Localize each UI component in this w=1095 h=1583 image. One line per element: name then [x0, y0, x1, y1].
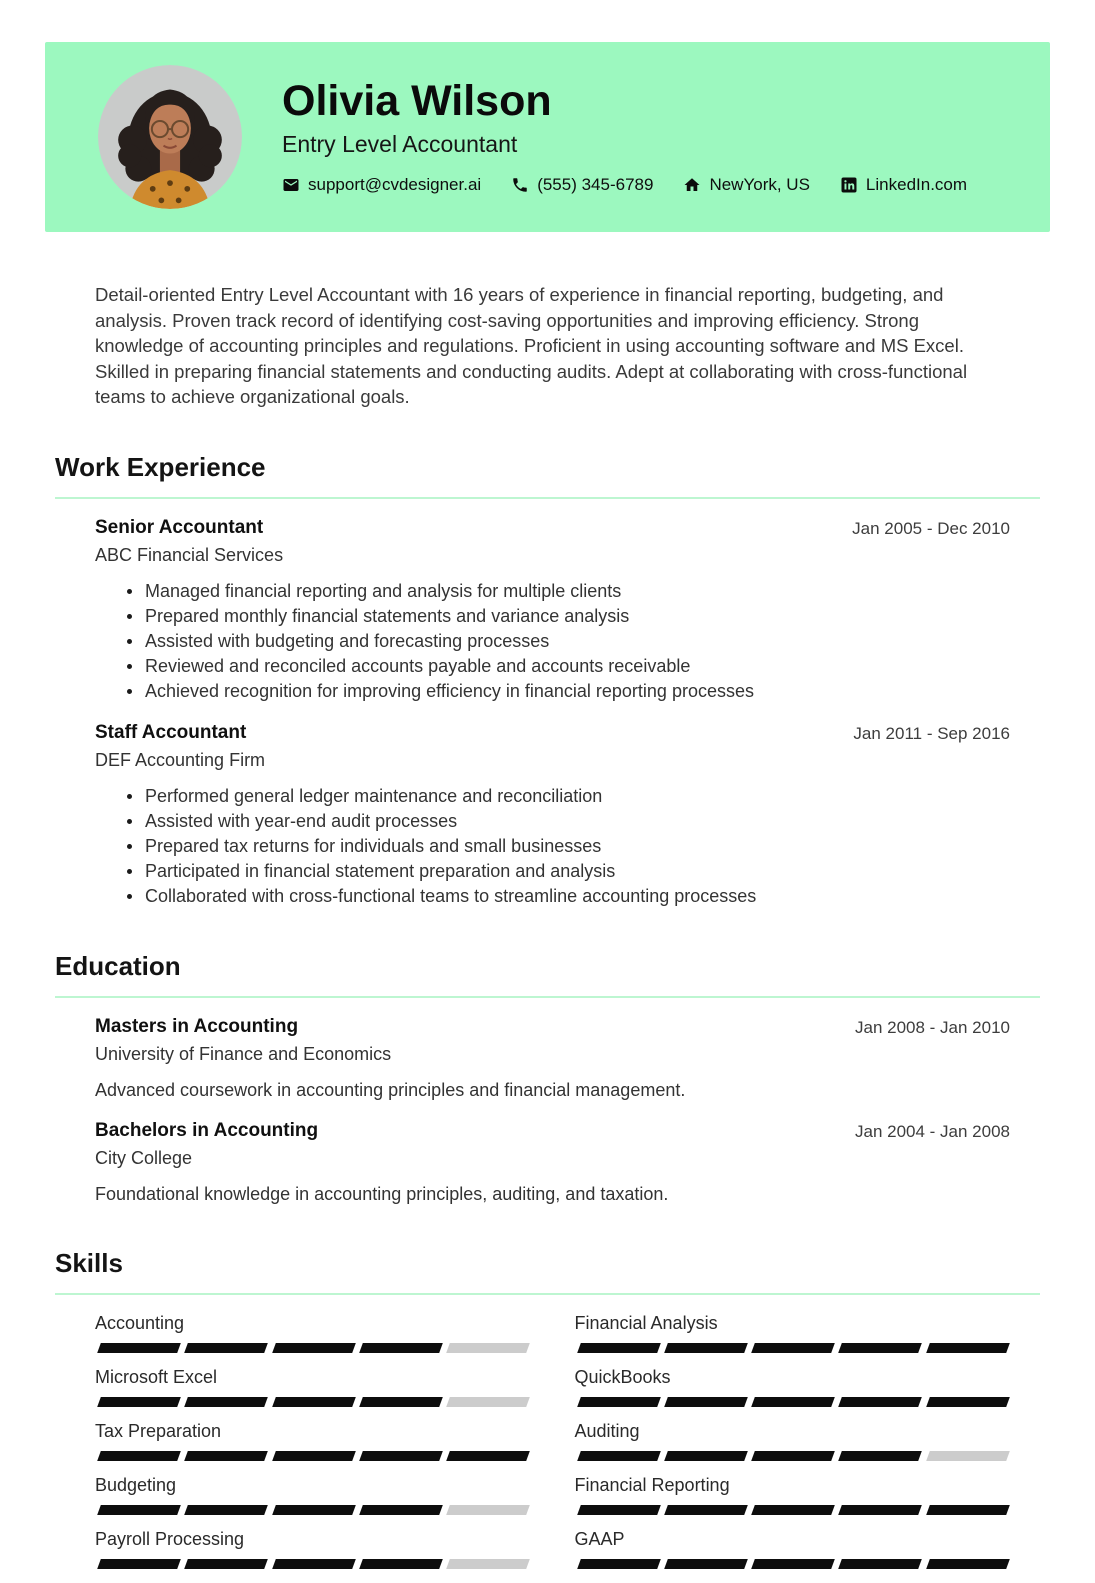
skill-segment-filled — [839, 1343, 923, 1353]
skill-segment-empty — [446, 1505, 530, 1515]
skill-segment-filled — [359, 1559, 443, 1569]
skill-level-bar — [575, 1343, 1013, 1353]
phone-icon — [511, 176, 529, 194]
job-bullet: Reviewed and reconciled accounts payable and accounts receivable — [127, 654, 1040, 679]
job-bullet: Prepared tax returns for individuals and small businesses — [127, 834, 1040, 859]
skill-name: Financial Analysis — [574, 1312, 718, 1333]
education-entry — [55, 1120, 1040, 1206]
email-icon — [282, 176, 300, 194]
education-entry — [55, 1016, 1040, 1102]
skill-name: Microsoft Excel — [95, 1366, 218, 1387]
contact-phone-text: (555) 345-6789 — [537, 175, 654, 195]
job-dates: Jan 2005 - Dec 2010 — [852, 518, 1010, 538]
skill-item — [95, 1421, 533, 1461]
skill-segment-empty — [446, 1343, 530, 1353]
skill-item — [575, 1421, 1013, 1461]
job-company: DEF Accounting Firm — [95, 749, 266, 770]
job-bullet: Assisted with budgeting and forecasting processes — [127, 629, 1040, 654]
skill-level-bar — [95, 1505, 533, 1515]
skill-segment-filled — [664, 1397, 748, 1407]
job-bullet: Collaborated with cross-functional teams to streamline accounting processes — [127, 884, 1040, 909]
skill-level-bar — [575, 1505, 1013, 1515]
summary-paragraph: Detail-oriented Entry Level Accountant with 16 years of experience in financial reporting, budgeting, and analysis. Proven track record of identifying cost-saving opportunities and improving efficiency. Strong knowledge of accounting principles and regulations. Proficient in using accounting software and MS Excel. Skilled in preparing financial statements and conducting audits. Adept at collaborating with cross-functional teams to achieve organizational goals. — [95, 284, 968, 407]
header-text-block — [282, 76, 968, 195]
header-band — [45, 42, 1050, 232]
job-title: Senior Accountant — [95, 516, 264, 538]
skill-segment-filled — [664, 1559, 748, 1569]
skill-name: Accounting — [95, 1312, 185, 1333]
job-entry-head — [55, 517, 1040, 566]
person-job-title: Entry Level Accountant — [282, 131, 518, 158]
job-bullet: Achieved recognition for improving efficiency in financial reporting processes — [127, 679, 1040, 704]
section-heading-skills: Skills — [55, 1248, 1040, 1295]
contact-location-text: NewYork, US — [709, 175, 810, 195]
skill-segment-filled — [926, 1505, 1010, 1515]
skill-item — [95, 1529, 533, 1569]
degree-title: Masters in Accounting — [95, 1015, 299, 1037]
skill-segment-filled — [359, 1397, 443, 1407]
degree-school: University of Finance and Economics — [95, 1043, 392, 1064]
skill-segment-filled — [664, 1343, 748, 1353]
job-entry — [55, 517, 1040, 704]
job-title-block — [95, 517, 283, 566]
skill-level-bar — [575, 1559, 1013, 1569]
contact-email-text: support@cvdesigner.ai — [308, 175, 482, 195]
degree-description: Advanced coursework in accounting principles and financial management. — [95, 1079, 686, 1100]
contact-location — [683, 175, 809, 195]
skill-level-bar — [575, 1451, 1013, 1461]
avatar — [98, 65, 242, 209]
person-name: Olivia Wilson — [282, 76, 552, 125]
degree-dates: Jan 2004 - Jan 2008 — [854, 1121, 1010, 1141]
contact-email — [282, 175, 481, 195]
resume-body — [0, 282, 1095, 1583]
skill-name: Budgeting — [95, 1474, 177, 1495]
skill-segment-filled — [926, 1343, 1010, 1353]
skill-segment-filled — [272, 1397, 356, 1407]
skill-segment-filled — [359, 1451, 443, 1461]
job-title-block — [95, 722, 265, 771]
skill-segment-filled — [751, 1505, 835, 1515]
skill-segment-filled — [446, 1451, 530, 1461]
contact-phone — [511, 175, 653, 195]
skill-segment-filled — [577, 1505, 661, 1515]
degree-school: City College — [95, 1147, 193, 1168]
education-entry-head — [55, 1016, 1040, 1065]
skill-item — [575, 1367, 1013, 1407]
skill-segment-empty — [926, 1451, 1010, 1461]
skill-segment-filled — [839, 1451, 923, 1461]
job-bullet: Assisted with year-end audit processes — [127, 809, 1040, 834]
skill-segment-filled — [97, 1343, 181, 1353]
section-heading-work-experience: Work Experience — [55, 452, 1040, 499]
skill-name: Tax Preparation — [95, 1420, 222, 1441]
job-bullet: Performed general ledger maintenance and reconciliation — [127, 784, 1040, 809]
degree-title: Bachelors in Accounting — [95, 1119, 319, 1141]
skill-item — [95, 1313, 533, 1353]
skill-name: Payroll Processing — [95, 1528, 245, 1549]
skill-segment-filled — [751, 1343, 835, 1353]
skill-segment-filled — [184, 1397, 268, 1407]
skill-segment-filled — [272, 1343, 356, 1353]
job-bullet: Participated in financial statement preparation and analysis — [127, 859, 1040, 884]
skill-name: GAAP — [574, 1528, 625, 1549]
skill-segment-filled — [184, 1559, 268, 1569]
education-entry-head — [55, 1120, 1040, 1169]
skill-segment-filled — [97, 1559, 181, 1569]
job-bullet-list — [55, 784, 1040, 909]
linkedin-icon — [840, 176, 858, 194]
skill-segment-filled — [751, 1559, 835, 1569]
skill-segment-filled — [839, 1559, 923, 1569]
skill-segment-filled — [359, 1343, 443, 1353]
degree-description: Foundational knowledge in accounting principles, auditing, and taxation. — [95, 1183, 669, 1204]
skills-column-right — [575, 1313, 1013, 1583]
skill-segment-filled — [751, 1397, 835, 1407]
skill-segment-filled — [839, 1505, 923, 1515]
skill-segment-filled — [577, 1559, 661, 1569]
skill-segment-filled — [184, 1343, 268, 1353]
skill-name: Auditing — [574, 1420, 640, 1441]
contact-row — [282, 175, 967, 195]
section-heading-education: Education — [55, 951, 1040, 998]
job-entry-head — [55, 722, 1040, 771]
skill-item — [575, 1529, 1013, 1569]
skill-segment-empty — [446, 1559, 530, 1569]
skill-segment-filled — [926, 1559, 1010, 1569]
home-icon — [683, 176, 701, 194]
skill-segment-filled — [577, 1397, 661, 1407]
skill-segment-filled — [272, 1505, 356, 1515]
skill-segment-filled — [664, 1451, 748, 1461]
job-bullet: Prepared monthly financial statements and variance analysis — [127, 604, 1040, 629]
skill-item — [575, 1475, 1013, 1515]
skill-item — [575, 1313, 1013, 1353]
skill-segment-filled — [839, 1397, 923, 1407]
skill-segment-empty — [446, 1397, 530, 1407]
skill-level-bar — [95, 1343, 533, 1353]
skill-level-bar — [95, 1397, 533, 1407]
degree-dates: Jan 2008 - Jan 2010 — [854, 1017, 1010, 1037]
skill-segment-filled — [577, 1451, 661, 1461]
skill-segment-filled — [184, 1451, 268, 1461]
degree-title-block — [95, 1120, 318, 1169]
skill-name: Financial Reporting — [574, 1474, 730, 1495]
job-dates: Jan 2011 - Sep 2016 — [853, 723, 1010, 743]
job-bullet: Managed financial reporting and analysis for multiple clients — [127, 579, 1040, 604]
skill-segment-filled — [272, 1451, 356, 1461]
skill-level-bar — [95, 1559, 533, 1569]
job-title: Staff Accountant — [95, 721, 247, 743]
skill-segment-filled — [97, 1397, 181, 1407]
skills-grid — [55, 1313, 1040, 1583]
skill-segment-filled — [577, 1343, 661, 1353]
skill-segment-filled — [926, 1397, 1010, 1407]
skill-level-bar — [575, 1397, 1013, 1407]
skill-segment-filled — [184, 1505, 268, 1515]
contact-linkedin — [840, 175, 967, 195]
skill-segment-filled — [97, 1505, 181, 1515]
skill-segment-filled — [664, 1505, 748, 1515]
skill-item — [95, 1367, 533, 1407]
skill-segment-filled — [359, 1505, 443, 1515]
degree-title-block — [95, 1016, 391, 1065]
avatar-illustration — [98, 65, 242, 209]
contact-linkedin-text: LinkedIn.com — [865, 175, 968, 195]
job-bullet-list — [55, 579, 1040, 704]
job-company: ABC Financial Services — [95, 544, 284, 565]
job-entry — [55, 722, 1040, 909]
skill-name: QuickBooks — [574, 1366, 671, 1387]
skill-item — [95, 1475, 533, 1515]
skill-segment-filled — [751, 1451, 835, 1461]
skill-segment-filled — [97, 1451, 181, 1461]
skills-column-left — [95, 1313, 533, 1583]
skill-segment-filled — [272, 1559, 356, 1569]
skill-level-bar — [95, 1451, 533, 1461]
